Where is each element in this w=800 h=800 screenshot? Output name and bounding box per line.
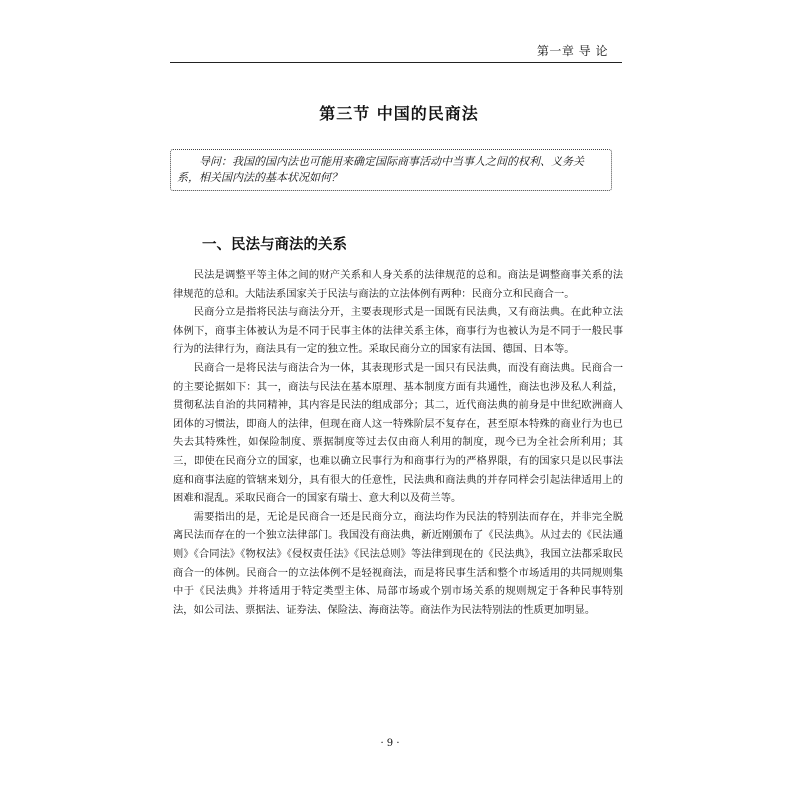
paragraph: 民法是调整平等主体之间的财产关系和人身关系的法律规范的总和。商法是调整商事关系的法律规范的总和。大陆法系国家关于民法与商法的立法体例有两种：民商分立和民商合一。	[173, 269, 623, 300]
running-header: 第一章 导 论	[536, 44, 608, 58]
header-rule	[170, 62, 622, 63]
section-title: 第三节 中国的民商法	[319, 104, 479, 123]
paragraph: 民商分立是指将民法与商法分开，主要表现形式是一国既有民法典，又有商法典。在此种立法体例下，商事主体被认为是不同于民事主体的法律关系主体，商事行为也被认为是不同于一般民事行为的法律行为，商法具有一定的独立性。采取民商分立的国家有法国、德国、日本等。	[173, 306, 623, 356]
page-number: · 9 ·	[380, 738, 400, 749]
lead-question-text: 导问：我国的国内法也可能用来确定国际商事活动中当事人之间的权利、义务关系，相关国内法的基本状况如何？	[177, 155, 584, 184]
lead-question-box	[170, 149, 612, 191]
paragraph: 需要指出的是，无论是民商合一还是民商分立，商法均作为民法的特别法而存在，并非完全脱离民法而存在的一个独立法律部门。我国没有商法典，新近刚颁布了《民法典》。从过去的《民法通则》《合同法》《物权法》《侵权责任法》《民法总则》等法律到现在的《民法典》，我国立法都采取民商合一的体例。民商合一的立法体例不是轻视商法，而是将民事生活和整个市场适用的共同规则集中于《民法典》并将适用于特定类型主体、局部市场或个别市场关系的规则规定于各种民事特别法，如公司法、票据法、证券法、保险法、海商法等。商法作为民法特别法的性质更加明显。	[173, 510, 623, 616]
subheading: 一、民法与商法的关系	[202, 237, 347, 253]
paragraph: 民商合一是将民法与商法合为一体，其表现形式是一国只有民法典，而没有商法典。民商合一的主要论据如下：其一，商法与民法在基本原理、基本制度方面有共通性，商法也涉及私人利益，贯彻私法自治的共同精神，其内容是民法的组成部分；其二，近代商法典的前身是中世纪欧洲商人团体的习惯法，即商人的法律，但现在商人这一特殊阶层不复存在，甚至原本特殊的商业行为也已失去其特殊性，如保险制度、票据制度等过去仅由商人利用的制度，现今已为全社会所利用；其三，即使在民商分立的国家，也难以确立民事行为和商事行为的严格界限，有的国家只是以民事法庭和商事法庭的管辖来划分，具有很大的任意性，民法典和商法典的并存同样会引起法律适用上的困难和混乱。采取民商合一的国家有瑞士、意大利以及荷兰等。	[173, 361, 623, 505]
body-text	[173, 266, 623, 619]
